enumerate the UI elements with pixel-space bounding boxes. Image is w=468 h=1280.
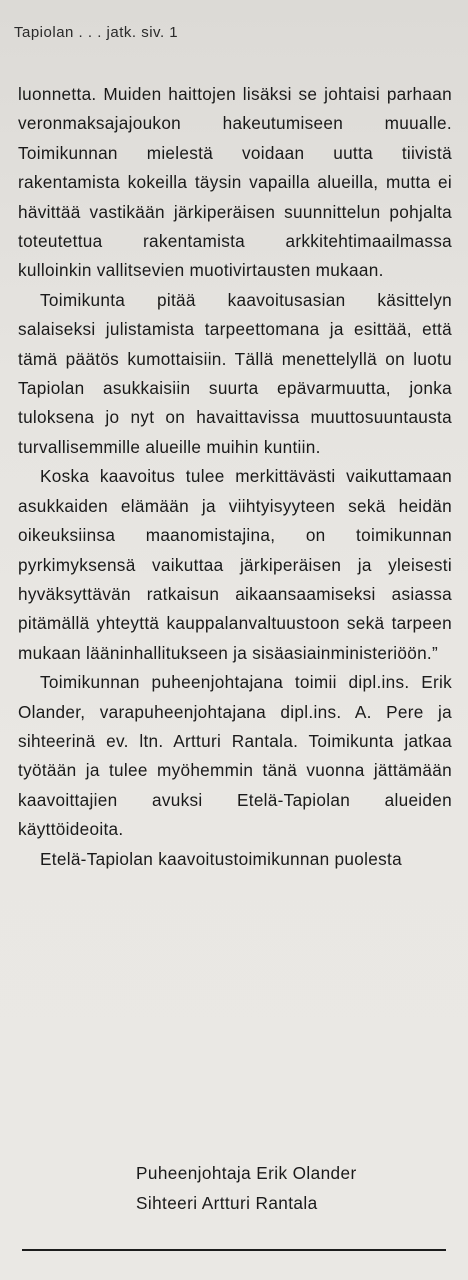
signature-chair: Puheenjohtaja Erik Olander <box>136 1163 357 1183</box>
paragraph-5: Etelä-Tapiolan kaavoitustoimikunnan puolesta <box>40 848 402 869</box>
paragraph-2: Toimikunta pitää kaavoitusasian käsittelyn salaiseksi julistamista tarpeettomana ja esittää, että tämä päätös kumottaisiin. Tällä menettelyllä on luotu Tapiolan asukkaisiin suurta epävarmuutta, jonka tuloksena jo nyt on havaittavissa muuttosuuntausta turvallisemmille alueille muihin kuntiin. <box>18 289 452 457</box>
bottom-divider <box>22 1249 446 1251</box>
continuation-header: Tapiolan . . . jatk. siv. 1 <box>14 24 179 41</box>
paragraph-3: Koska kaavoitus tulee merkittävästi vaikuttamaan asukkaiden elämään ja viihtyisyyteen sekä heidän oikeuksiinsa maanomistajina, on toimikunnan pyrkimyksensä vaikuttaa järkiperäisen ja yleisesti hyväksyttävän ratkaisun aikaansaamiseksi asiassa pitämällä yhteyttä kauppalanvaltuustoon sekä tarpeen mukaan lääninhallitukseen ja sisäasiainministeriöön.” <box>18 466 452 663</box>
signature-secretary: Sihteeri Artturi Rantala <box>136 1193 318 1213</box>
paragraph-4: Toimikunnan puheenjohtajana toimii dipl.ins. Erik Olander, varapuheenjohtajana dipl.ins. A. Pere ja sihteerinä ev. ltn. Artturi Rantala. Toimikunta jatkaa työtään ja tulee myöhemmin tänä vuonna jättämään kaavoittajien avuksi Etelä-Tapiolan alueiden käyttöideoita. <box>18 672 452 840</box>
paragraph-1: luonnetta. Muiden haittojen lisäksi se johtaisi parhaan veronmaksajajoukon hakeutumiseen muualle. Toimikunnan mielestä voidaan uutta tiivistä rakentamista kokeilla täysin vapailla alueilla, mutta ei hävittää vastikään järkiperäisen suunnittelun pohjalta toteutettua rakentamista arkkitehtimaailmassa kulloinkin vallitsevien muotivirtausten mukaan. <box>18 84 452 281</box>
signature-block <box>136 1158 357 1218</box>
article-body <box>18 80 452 874</box>
